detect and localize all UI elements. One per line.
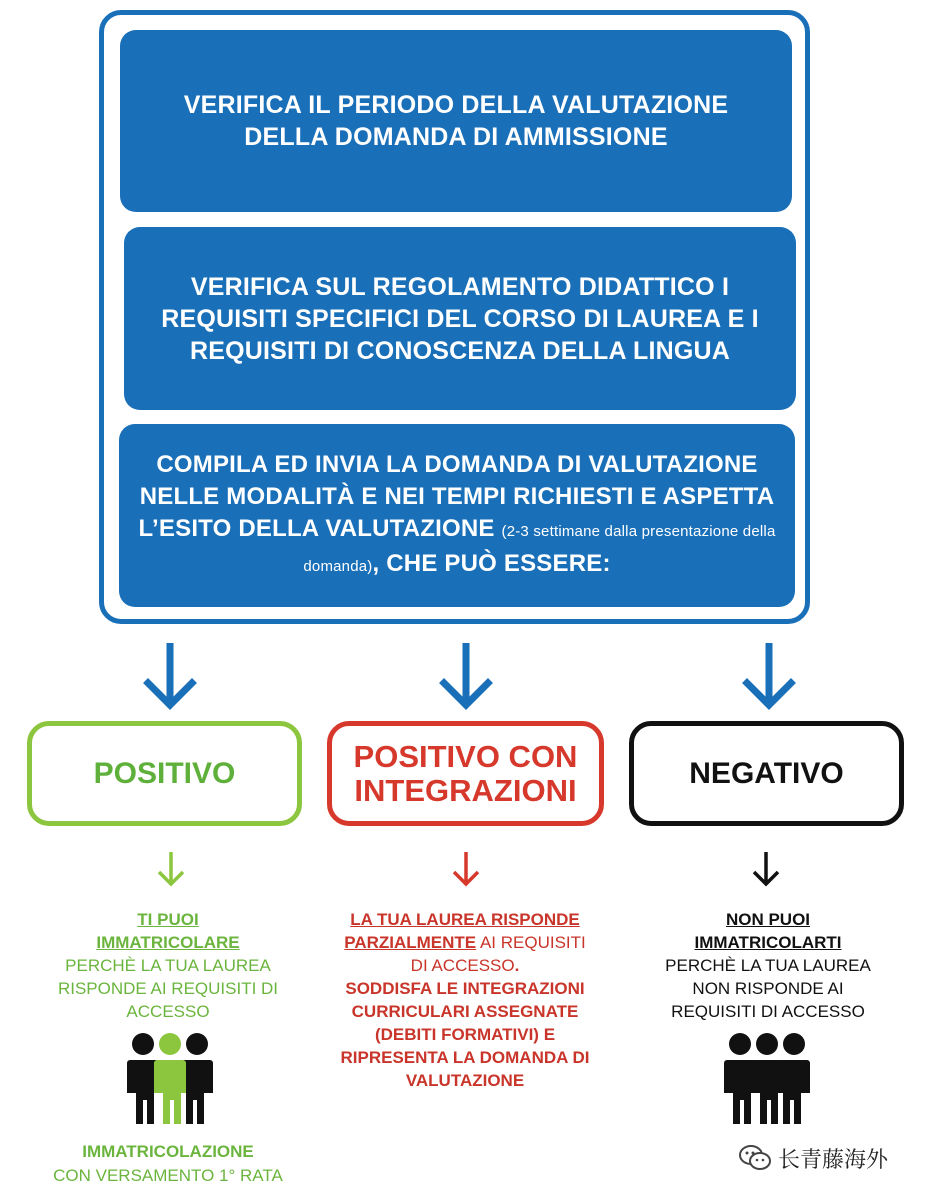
negative-description xyxy=(620,908,916,1023)
step-verify-regulations-text: VERIFICA SUL REGOLAMENTO DIDATTICO I REQUISITI SPECIFICI DEL CORSO DI LAUREA E I REQUISITI DI CONOSCENZA DELLA LINGUA xyxy=(161,272,759,365)
people-group-icon xyxy=(724,1030,810,1126)
outcome-positive-box xyxy=(27,721,302,826)
step-submit-application xyxy=(119,424,795,607)
integration-desc-dot: . xyxy=(514,956,520,975)
wechat-icon xyxy=(738,1144,772,1172)
step3-end-text: , CHE PUÒ ESSERE: xyxy=(372,549,611,577)
integration-desc-b: DI ACCESSO xyxy=(410,956,515,975)
step3-note-text: (2-3 settimane dalla presentazione della domanda) xyxy=(303,522,776,575)
watermark xyxy=(738,1141,918,1175)
arrow-down-icon xyxy=(142,643,198,713)
step-verify-period-text: VERIFICA IL PERIODO DELLA VALUTAZIONE DELLA DOMANDA DI AMMISSIONE xyxy=(183,91,729,151)
outcome-integration-title: POSITIVO CON INTEGRAZIONI xyxy=(353,738,578,808)
integration-headline-a: LA TUA LAUREA RISPONDE xyxy=(350,910,580,929)
step3-main-text: COMPILA ED INVIA LA DOMANDA DI VALUTAZIONE NELLE MODALITÀ E NEI TEMPI RICHIESTI E ASPETTA L’ESITO DELLA VALUTAZIONE xyxy=(138,450,775,542)
arrow-down-icon xyxy=(750,850,782,888)
enrollment-payment-text: CON VERSAMENTO 1° RATA xyxy=(53,1166,283,1185)
step-submit-application-text xyxy=(137,449,777,583)
outcome-integration-box xyxy=(327,721,604,826)
enrollment-note xyxy=(18,1140,318,1188)
integration-headline-b: PARZIALMENTE xyxy=(344,933,477,952)
arrow-down-icon xyxy=(450,850,482,888)
integration-desc-a: AI REQUISITI xyxy=(479,933,586,952)
outcome-negative-title: NEGATIVO xyxy=(689,756,844,790)
positive-description xyxy=(18,908,318,1023)
step-verify-regulations xyxy=(124,227,796,410)
people-group-icon xyxy=(127,1030,213,1126)
positive-headline: TI PUOI IMMATRICOLARE xyxy=(96,910,240,952)
integration-description xyxy=(310,908,620,1092)
arrow-down-icon xyxy=(741,643,797,713)
negative-headline: NON PUOI IMMATRICOLARTI xyxy=(694,910,842,952)
arrow-down-icon xyxy=(155,850,187,888)
step-verify-period xyxy=(120,30,792,212)
negative-desc: PERCHÈ LA TUA LAUREA NON RISPONDE AI REQUISITI DI ACCESSO xyxy=(665,956,871,1021)
integration-action: SODDISFA LE INTEGRAZIONI CURRICULARI ASSEGNATE (DEBITI FORMATIVI) E RIPRESENTA LA DOMANDA DI VALUTAZIONE xyxy=(340,979,590,1090)
watermark-text: 长青藤海外 xyxy=(778,1146,889,1172)
positive-desc: PERCHÈ LA TUA LAUREA RISPONDE AI REQUISITI DI ACCESSO xyxy=(57,956,279,1021)
outcome-negative-box xyxy=(629,721,904,826)
outcome-positive-title: POSITIVO xyxy=(93,756,236,790)
arrow-down-icon xyxy=(438,643,494,713)
enrollment-title: IMMATRICOLAZIONE xyxy=(82,1142,254,1161)
